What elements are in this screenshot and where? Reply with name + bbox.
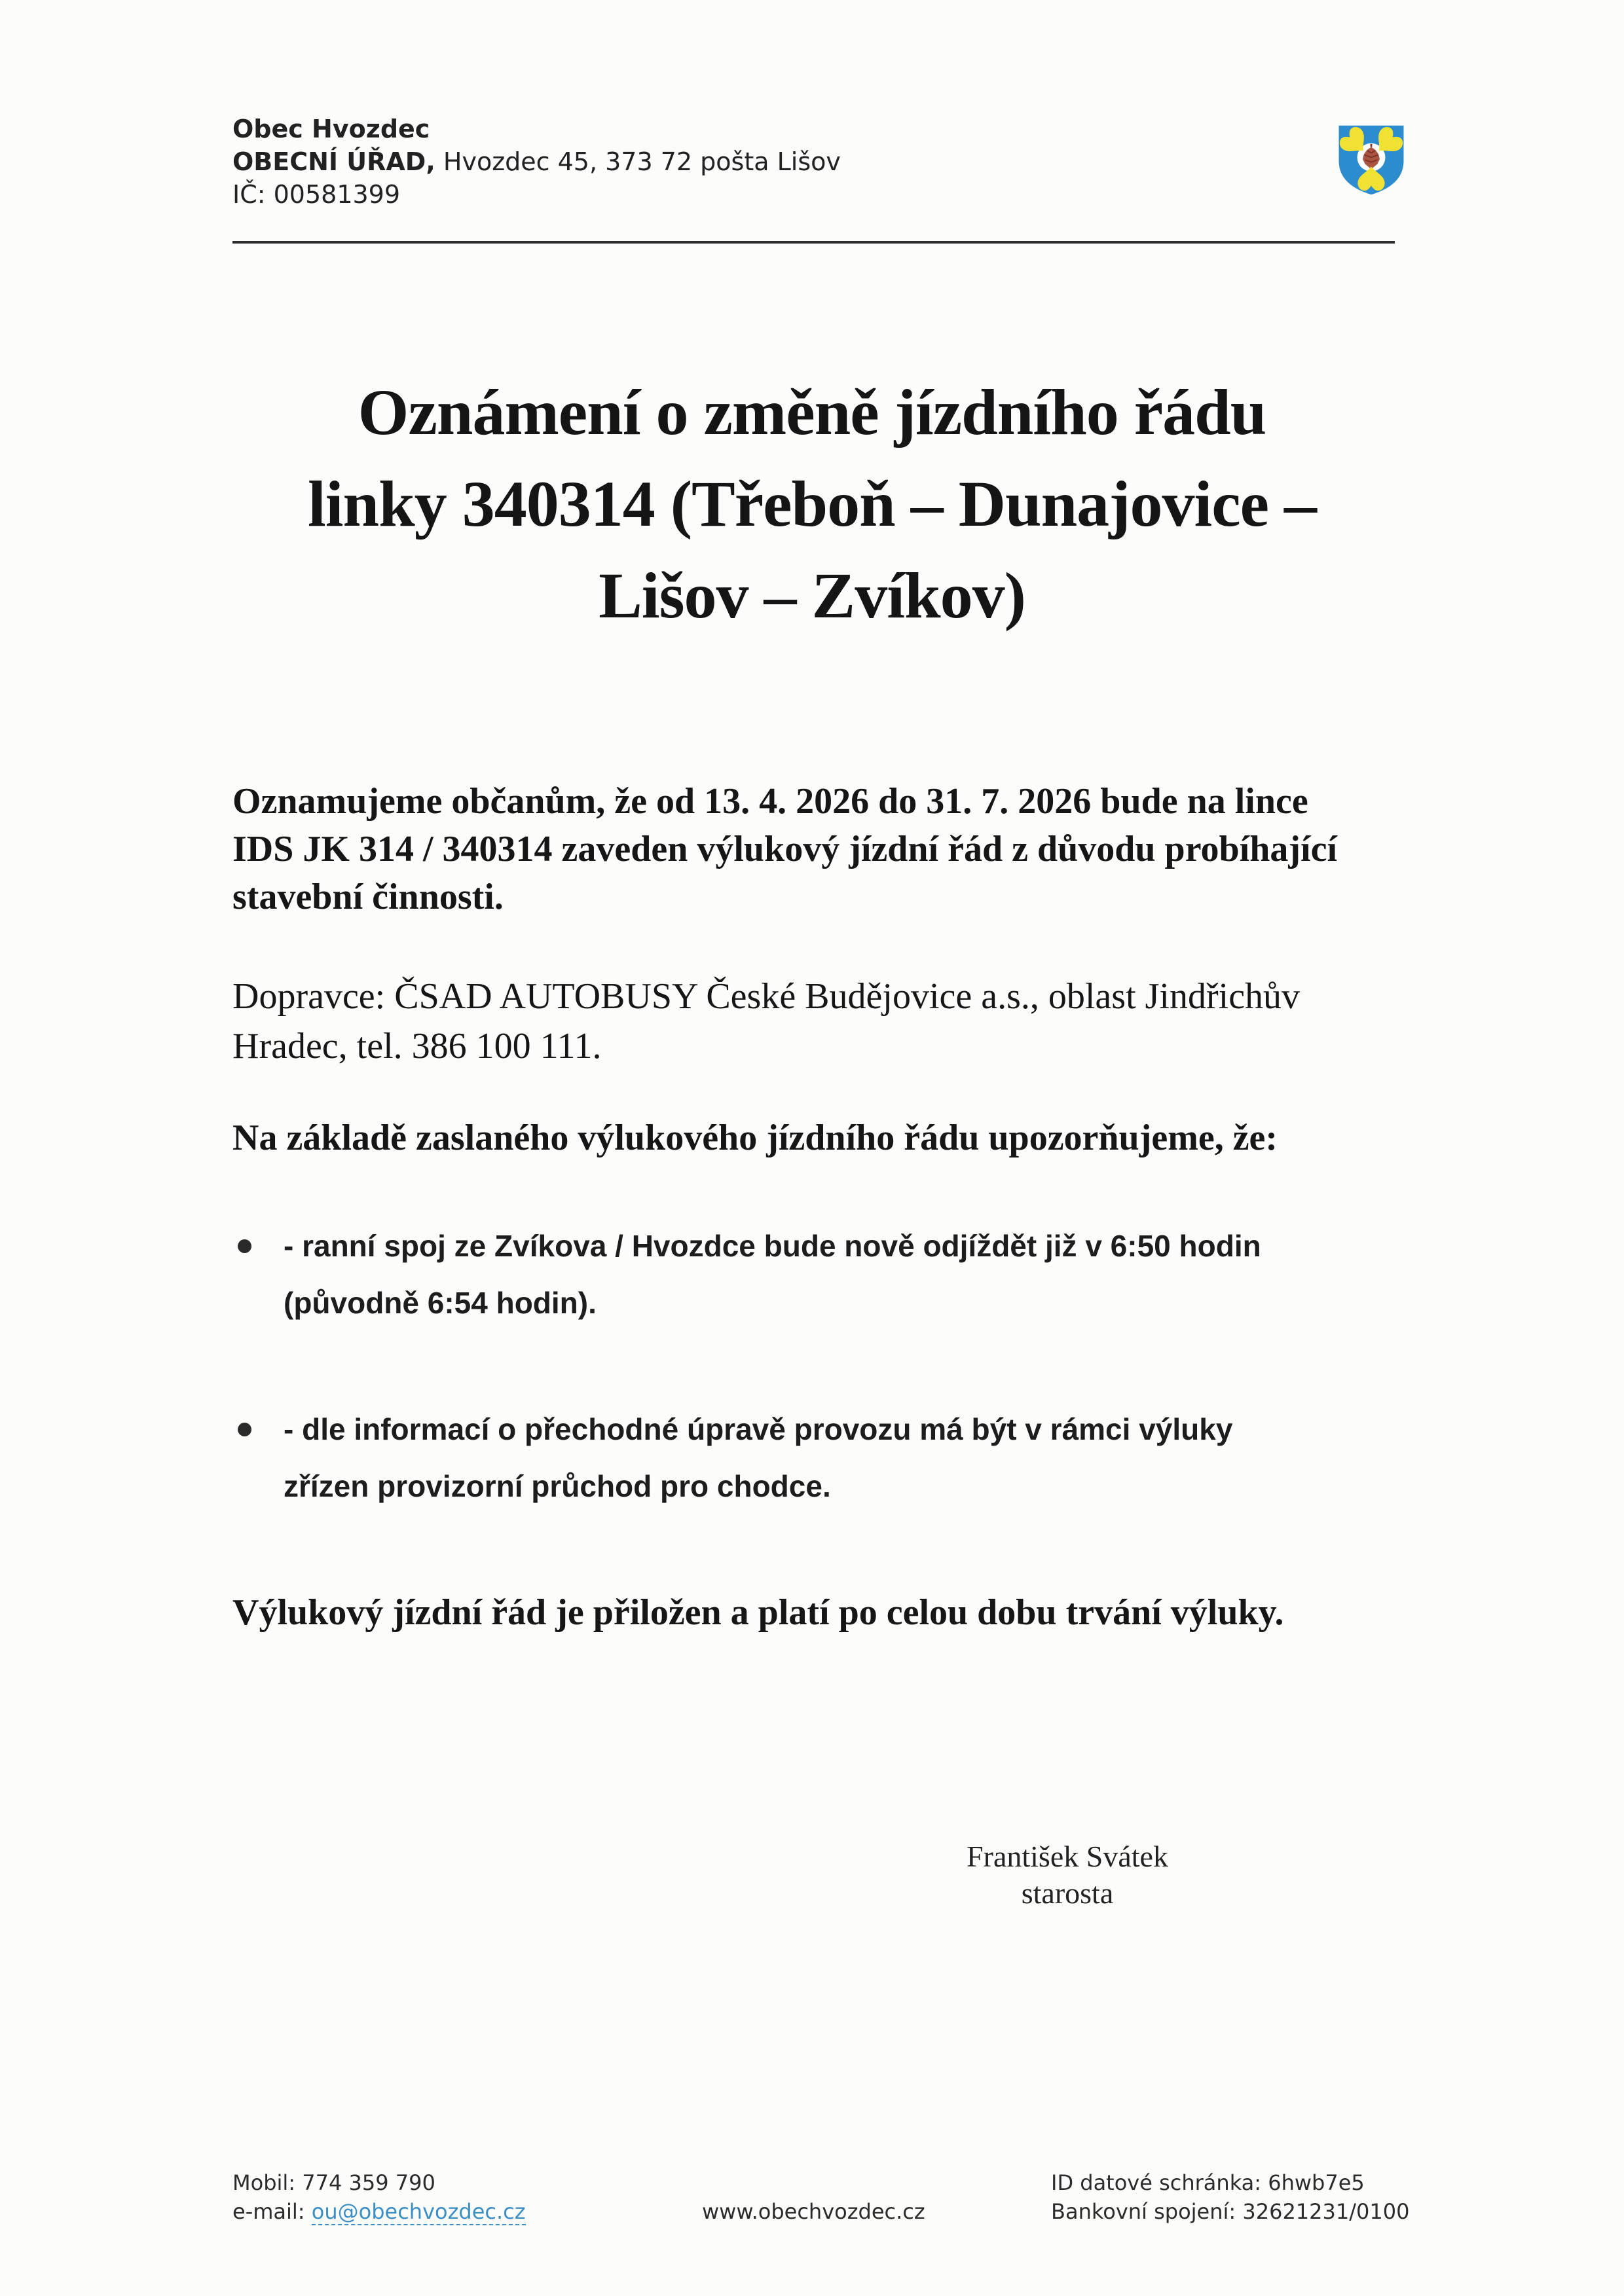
header-divider <box>232 241 1395 244</box>
signatory-name: František Svátek <box>967 1840 1168 1873</box>
company-id: IČ: 00581399 <box>232 180 401 209</box>
office-address-line <box>232 145 1215 178</box>
office-name: OBECNÍ ÚŘAD, <box>232 147 435 176</box>
paragraph-notice-intro: Na základě zaslaného výlukového jízdního řádu upozorňujeme, že: <box>232 1118 1278 1158</box>
footer-contact-right <box>1051 2168 1409 2226</box>
footer-email-label: e-mail: <box>232 2199 312 2224</box>
footer-email-line <box>232 2197 526 2226</box>
office-address: Hvozdec 45, 373 72 pošta Lišov <box>435 147 841 176</box>
footer-contact-left <box>232 2168 526 2226</box>
bullet-item-pedestrian-passage: - dle informací o přechodné úpravě provozu má být v rámci výluky zřízen provizorní průchod pro chodce. <box>232 1401 1323 1515</box>
bullet-item-departure-change: - ranní spoj ze Zvíkova / Hvozdce bude nově odjíždět již v 6:50 hodin (původně 6:54 hodin). <box>232 1218 1323 1332</box>
municipality-name: Obec Hvozdec <box>232 115 430 143</box>
signatory-role: starosta <box>1021 1876 1114 1910</box>
signature-block <box>930 1838 1205 1912</box>
coat-of-arms-icon <box>1335 122 1408 199</box>
notice-bullet-list <box>232 1218 1323 1515</box>
footer-bank-account: Bankovní spojení: 32621231/0100 <box>1051 2199 1410 2224</box>
footer-email-link[interactable]: ou@obechvozdec.cz <box>311 2199 526 2224</box>
footer-databox-id: ID datové schránka: 6hwb7e5 <box>1051 2170 1365 2195</box>
footer-mobile: Mobil: 774 359 790 <box>232 2170 435 2195</box>
footer-website: www.obechvozdec.cz <box>702 2199 925 2224</box>
paragraph-announcement: Oznamujeme občanům, že od 13. 4. 2026 do 31. 7. 2026 bude na lince IDS JK 314 / 340314 zaveden výlukový jízdní řád z důvodu probíhající stavební činnosti. <box>232 781 1337 917</box>
title-line-2: linky 340314 (Třeboň – Dunajovice – <box>307 467 1317 540</box>
title-line-1: Oznámení o změně jízdního řádu <box>358 376 1266 448</box>
letterhead <box>232 113 1215 211</box>
paragraph-attachment: Výlukový jízdní řád je přiložen a platí po celou dobu trvání výluky. <box>232 1592 1284 1633</box>
notice-title <box>115 367 1509 642</box>
paragraph-carrier: Dopravce: ČSAD AUTOBUSY České Budějovice a.s., oblast Jindřichův Hradec, tel. 386 100 111. <box>232 976 1301 1066</box>
title-line-3: Lišov – Zvíkov) <box>599 559 1025 632</box>
